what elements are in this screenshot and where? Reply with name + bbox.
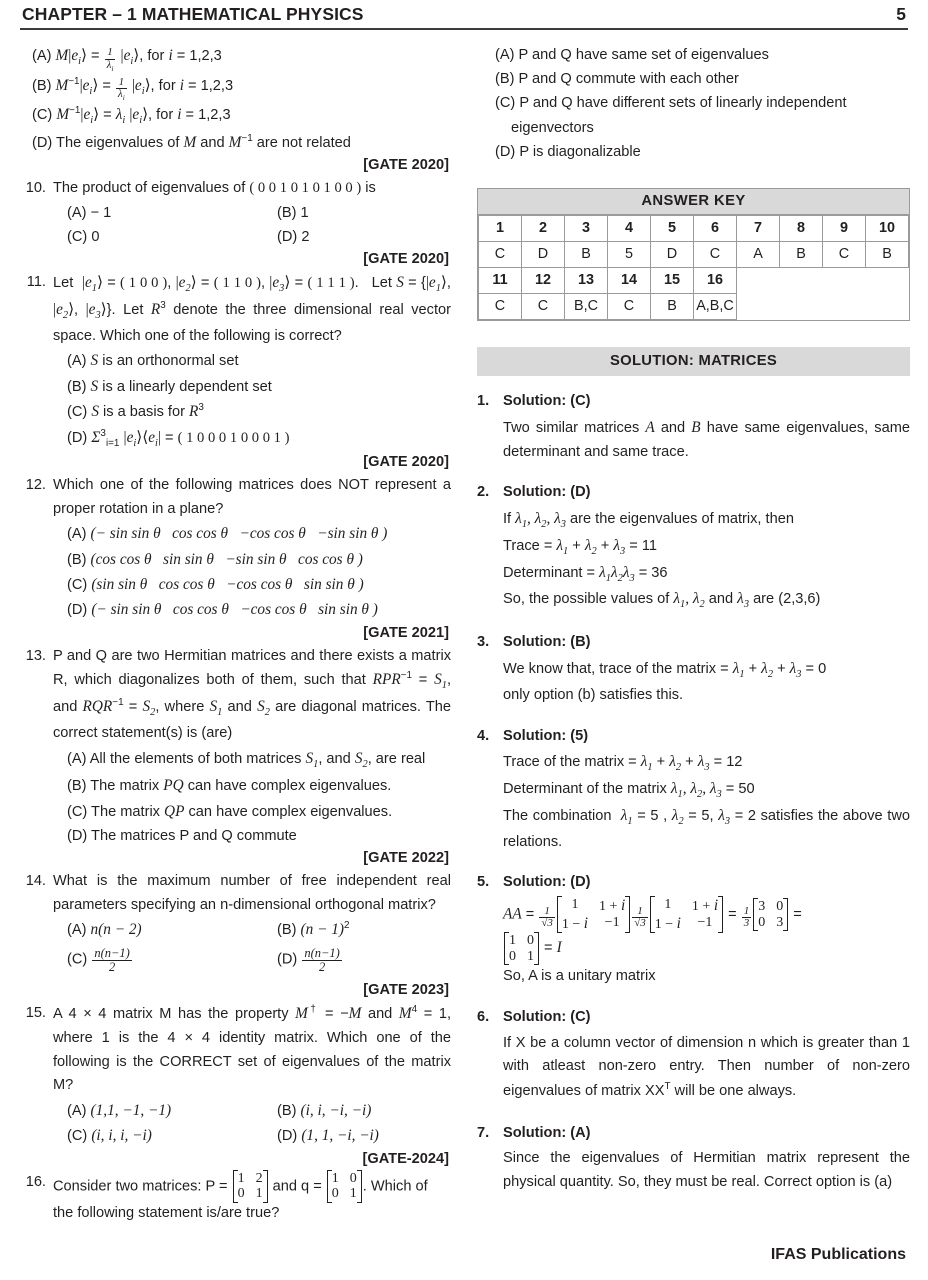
solution-text: If X be a column vector of dimension n which is greater than 1 with atleast non-zero entry. Then number of non-zero eigenvalues of matrix $XX^T$ will be one always.	[503, 1034, 910, 1099]
footer-publisher: IFAS Publications	[770, 1246, 906, 1263]
table-row	[479, 242, 909, 268]
solution-math: 1 0 0 1 = I	[503, 932, 910, 964]
option-a: (A) (1,1, −1, −1)	[67, 1101, 172, 1119]
gate-tag-q9: [GATE 2020]	[363, 156, 449, 173]
akey-ans: D	[651, 242, 694, 268]
akey-empty-cell	[737, 268, 909, 294]
question-number: 16.	[25, 1173, 46, 1190]
question-10	[18, 177, 451, 249]
solution-number: 2.	[477, 484, 490, 501]
akey-num: 12	[522, 268, 565, 294]
question-number: 15.	[25, 1005, 46, 1022]
matrix-1: 1 1 + i 1 − i −1	[557, 897, 630, 932]
solution-heading: Solution: (5)	[503, 727, 589, 744]
question-text: A 4 × 4 matrix M has the property M† = −M and $M^4 = 1$, where 1 is the 4 × 4 identity matrix. Which one of the following is the CORRECT set of eigenvalues of the matrix M?	[53, 1004, 452, 1094]
option-b: (B) 1	[277, 204, 309, 221]
akey-ans: B,C	[565, 294, 608, 320]
question-9-continued-options	[477, 43, 910, 164]
solution-3	[477, 631, 910, 707]
akey-ans: D	[522, 242, 565, 268]
gate-tag-q12: [GATE 2021]	[363, 624, 449, 641]
option-a: (A) P and Q have same set of eigenvalues	[495, 47, 769, 63]
akey-ans: C	[522, 294, 565, 320]
akey-num: 10	[866, 216, 909, 242]
page-number: 5	[896, 4, 906, 24]
left-column	[18, 43, 451, 1227]
solutions-banner: SOLUTION: MATRICES	[477, 347, 910, 376]
question-text: The product of eigenvalues of ( 0 0 1 0 1 0 1 0 0 ) is	[53, 179, 376, 196]
table-row	[479, 294, 909, 320]
akey-empty-cell	[737, 294, 909, 320]
question-15	[18, 1002, 451, 1148]
solution-text: Since the eigenvalues of Hermitian matrix represent the physical quantity. So, they must be real. Correct option is (a)	[503, 1150, 910, 1190]
akey-num: 14	[608, 268, 651, 294]
akey-num: 6	[694, 216, 737, 242]
option-b: (B) P and Q commute with each other	[495, 71, 739, 88]
option-c: (C) (sin sin θ cos cos θ −cos cos θ sin sin θ )	[67, 576, 364, 594]
question-number: 12.	[25, 476, 46, 493]
option-c: (C) (i, i, i, −i)	[67, 1127, 152, 1145]
option-c-wrap: eigenvectors	[511, 119, 594, 136]
option-c: (C) P and Q have different sets of linearly independent	[495, 95, 847, 112]
header-divider	[20, 28, 908, 30]
solution-heading: Solution: (C)	[503, 1009, 591, 1026]
right-column	[477, 43, 910, 1227]
solution-1	[477, 390, 910, 464]
solution-text: So, A is a unitary matrix	[503, 967, 656, 984]
option-d: (D) The eigenvalues of M and $M^{-1}$ are not related	[32, 132, 351, 151]
option-d: (D) The matrices P and Q commute	[67, 827, 297, 844]
option-d: (D) P is diagonalizable	[495, 143, 641, 160]
akey-num: 5	[651, 216, 694, 242]
matrix-p: 1 2 0 1	[233, 1171, 268, 1202]
solution-7	[477, 1122, 910, 1195]
solution-5	[477, 871, 910, 988]
option-a: (A) (− sin sin θ cos cos θ −cos cos θ −sin sin θ )	[67, 525, 388, 543]
gate-tag-q11: [GATE 2020]	[363, 453, 449, 470]
akey-num: 13	[565, 268, 608, 294]
solution-text: Trace of the matrix = $\lambda_1 + \lambda_2 + \lambda_3 = 12$	[503, 753, 743, 774]
akey-num: 9	[823, 216, 866, 242]
solution-text: only option (b) satisfies this.	[503, 686, 684, 703]
solution-text: Trace = $\lambda_1 + \lambda_2 + \lambda_3 = 11$	[503, 536, 657, 557]
option-c: (C) $M^{-1}|e_i⟩ = \lambda_i$ $|e_i⟩$, for i = 1,2,3	[32, 105, 231, 127]
gate-tag-q15: [GATE-2024]	[362, 1150, 449, 1167]
solution-text: So, the possible values of $\lambda_1$, $\lambda_2$ and $\lambda_3$ are (2,3,6)	[503, 590, 821, 611]
solution-heading: Solution: (D)	[503, 484, 591, 501]
option-d: (D) 2	[277, 228, 310, 245]
question-number: 14.	[25, 873, 46, 890]
question-number: 13.	[25, 647, 46, 664]
option-b: (B) S is a linearly dependent set	[67, 377, 272, 395]
matrix-q: 1 0 0 1	[327, 1171, 362, 1202]
akey-ans: B	[866, 242, 909, 268]
solution-heading: Solution: (A)	[503, 1124, 591, 1141]
solution-number: 7.	[477, 1124, 490, 1141]
akey-num: 1	[479, 216, 522, 242]
akey-num: 4	[608, 216, 651, 242]
akey-ans: B	[565, 242, 608, 268]
solution-text: Determinant of the matrix $\lambda_1$, $\lambda_2$, $\lambda_3 = 50$	[503, 780, 755, 801]
akey-num: 7	[737, 216, 780, 242]
akey-ans: B	[651, 294, 694, 320]
solution-text: Two similar matrices A and B have same eigenvalues, same determinant and same trace.	[503, 418, 910, 460]
question-text: P and Q are two Hermitian matrices and there exists a matrix R, which diagonalizes both of them, such that $RPR^{-1} = S_1$, and $RQR^{-1} = S_2$, where $S_1$ and $S_2$ are diagonal matrices. The correct statement(s) is (are)	[53, 647, 452, 742]
solution-heading: Solution: (D)	[503, 874, 591, 891]
solution-number: 4.	[477, 727, 490, 744]
matrix-2: 1 1 + i 1 − i −1	[650, 897, 723, 932]
chapter-title: CHAPTER – 1 MATHEMATICAL PHYSICS	[22, 4, 364, 24]
answer-key-grid	[478, 215, 909, 320]
option-b: (B) (cos cos θ sin sin θ −sin sin θ cos cos θ )	[67, 550, 363, 568]
option-c: (C) 0	[67, 228, 100, 245]
question-13	[18, 645, 451, 848]
option-d: (D) $\Sigma^3_{i=1}$ $|e_i⟩⟨e_i|$ = ( 1 0 0 0 1 0 0 0 1 )	[67, 427, 290, 449]
akey-num: 16	[694, 268, 737, 294]
akey-ans: C	[608, 294, 651, 320]
solution-number: 1.	[477, 393, 490, 410]
option-b: (B) (i, i, −i, −i)	[277, 1101, 372, 1119]
question-12	[18, 474, 451, 623]
table-row	[479, 216, 909, 242]
option-b: (B) $(n - 1)^2$	[277, 920, 350, 939]
option-b: (B) $M^{-1}|e_i⟩$ = $\frac{1}{\lambda_i}$ $|e_i⟩$, for i = 1,2,3	[32, 75, 234, 103]
akey-ans: C	[479, 242, 522, 268]
option-b: (B) The matrix PQ can have complex eigenvalues.	[67, 777, 392, 795]
question-text: Let $|e_1⟩$ = ( 1 0 0 ), $|e_2⟩$ = ( 1 1 0 ), $|e_3⟩$ = ( 1 1 1 ). Let $S = \{|e_1⟩$, $|e_2⟩$, $|e_3⟩$}. Let $R^3$ denote the three dimensional real vector space. Which one of the following is correct?	[53, 274, 451, 344]
solution-text: If $\lambda_1$, $\lambda_2$, $\lambda_3$ are the eigenvalues of matrix, then	[503, 509, 794, 530]
option-d: (D) (− sin sin θ cos cos θ −cos cos θ sin sin θ )	[67, 601, 378, 619]
solution-text: The combination $\lambda_1 = 5$ , $\lambda_2 = 5$, $\lambda_3 = 2$ satisfies the above two relations.	[503, 806, 910, 850]
option-a: (A) $M|e_i⟩$ = $\frac{1}{\lambda_i}$ $|e_i⟩$, for i = 1,2,3	[32, 46, 222, 73]
solution-text: Determinant = $\lambda_1\lambda_2\lambda_3 = 36$	[503, 563, 668, 584]
solution-2	[477, 481, 910, 614]
gate-tag-q10: [GATE 2020]	[363, 251, 449, 267]
gate-tag-q13: [GATE 2022]	[363, 850, 449, 867]
option-c: (C) S is a basis for $R^3$	[67, 402, 204, 421]
matrix-identity: 1 0 0 1	[504, 933, 539, 964]
solution-heading: Solution: (B)	[503, 634, 591, 651]
akey-ans: C	[694, 242, 737, 268]
option-a: (A) − 1	[67, 204, 112, 221]
answer-key-table	[477, 188, 910, 321]
question-11	[18, 271, 451, 452]
solution-number: 5.	[477, 874, 490, 891]
akey-num: 11	[479, 268, 522, 294]
solution-heading: Solution: (C)	[503, 393, 591, 410]
page-header	[18, 0, 910, 27]
akey-ans: A	[737, 242, 780, 268]
solution-4	[477, 725, 910, 855]
table-row	[479, 268, 909, 294]
akey-num: 8	[780, 216, 823, 242]
solution-math: AA = $\frac{1}{√3}$ 1 1 + i 1 − i −1 $\frac{1}{√3}$ 1 1 + i 1 − i −1 = $\frac{1}{3}$ 3 0 0 3 =	[503, 897, 802, 932]
solution-6	[477, 1006, 910, 1103]
akey-num: 15	[651, 268, 694, 294]
two-column-body	[18, 43, 910, 1227]
option-c: (C) $\frac{n(n-1)}{2}$	[67, 945, 130, 974]
question-number: 10.	[25, 179, 46, 196]
question-9-options	[18, 43, 451, 155]
option-a: (A) n(n − 2)	[67, 921, 142, 939]
matrix-3: 3 0 0 3	[753, 899, 788, 930]
solution-number: 3.	[477, 634, 490, 651]
option-d: (D) $\frac{n(n-1)}{2}$	[277, 945, 340, 974]
akey-ans: A,B,C	[694, 294, 737, 320]
akey-num: 3	[565, 216, 608, 242]
option-c: (C) The matrix QP can have complex eigenvalues.	[67, 802, 393, 820]
question-text: Which one of the following matrices does NOT represent a proper rotation in a plane?	[53, 476, 451, 517]
question-14	[18, 870, 451, 974]
answer-key-title: ANSWER KEY	[478, 189, 909, 215]
akey-num: 2	[522, 216, 565, 242]
question-number: 11.	[26, 274, 46, 290]
solution-number: 6.	[477, 1009, 490, 1026]
akey-ans: C	[479, 294, 522, 320]
akey-ans: C	[823, 242, 866, 268]
option-a: (A) S is an orthonormal set	[67, 352, 239, 370]
question-text: What is the maximum number of free independent real parameters specifying an n-dimensional orthogonal matrix?	[53, 873, 451, 913]
akey-ans: B	[780, 242, 823, 268]
question-text: Consider two matrices: P = 1 2 0 1 and q = 1 0 0 1 . Which of the following statement is/are true?	[53, 1170, 428, 1221]
akey-ans: 5	[608, 242, 651, 268]
solution-text: We know that, trace of the matrix = $\lambda_1 + \lambda_2 + \lambda_3 = 0$	[503, 659, 827, 681]
gate-tag-q14: [GATE 2023]	[363, 982, 449, 999]
option-a: (A) All the elements of both matrices $S_1$, and $S_2$, are real	[67, 749, 426, 770]
question-16	[18, 1171, 451, 1226]
option-d: (D) (1, 1, −i, −i)	[277, 1127, 379, 1145]
